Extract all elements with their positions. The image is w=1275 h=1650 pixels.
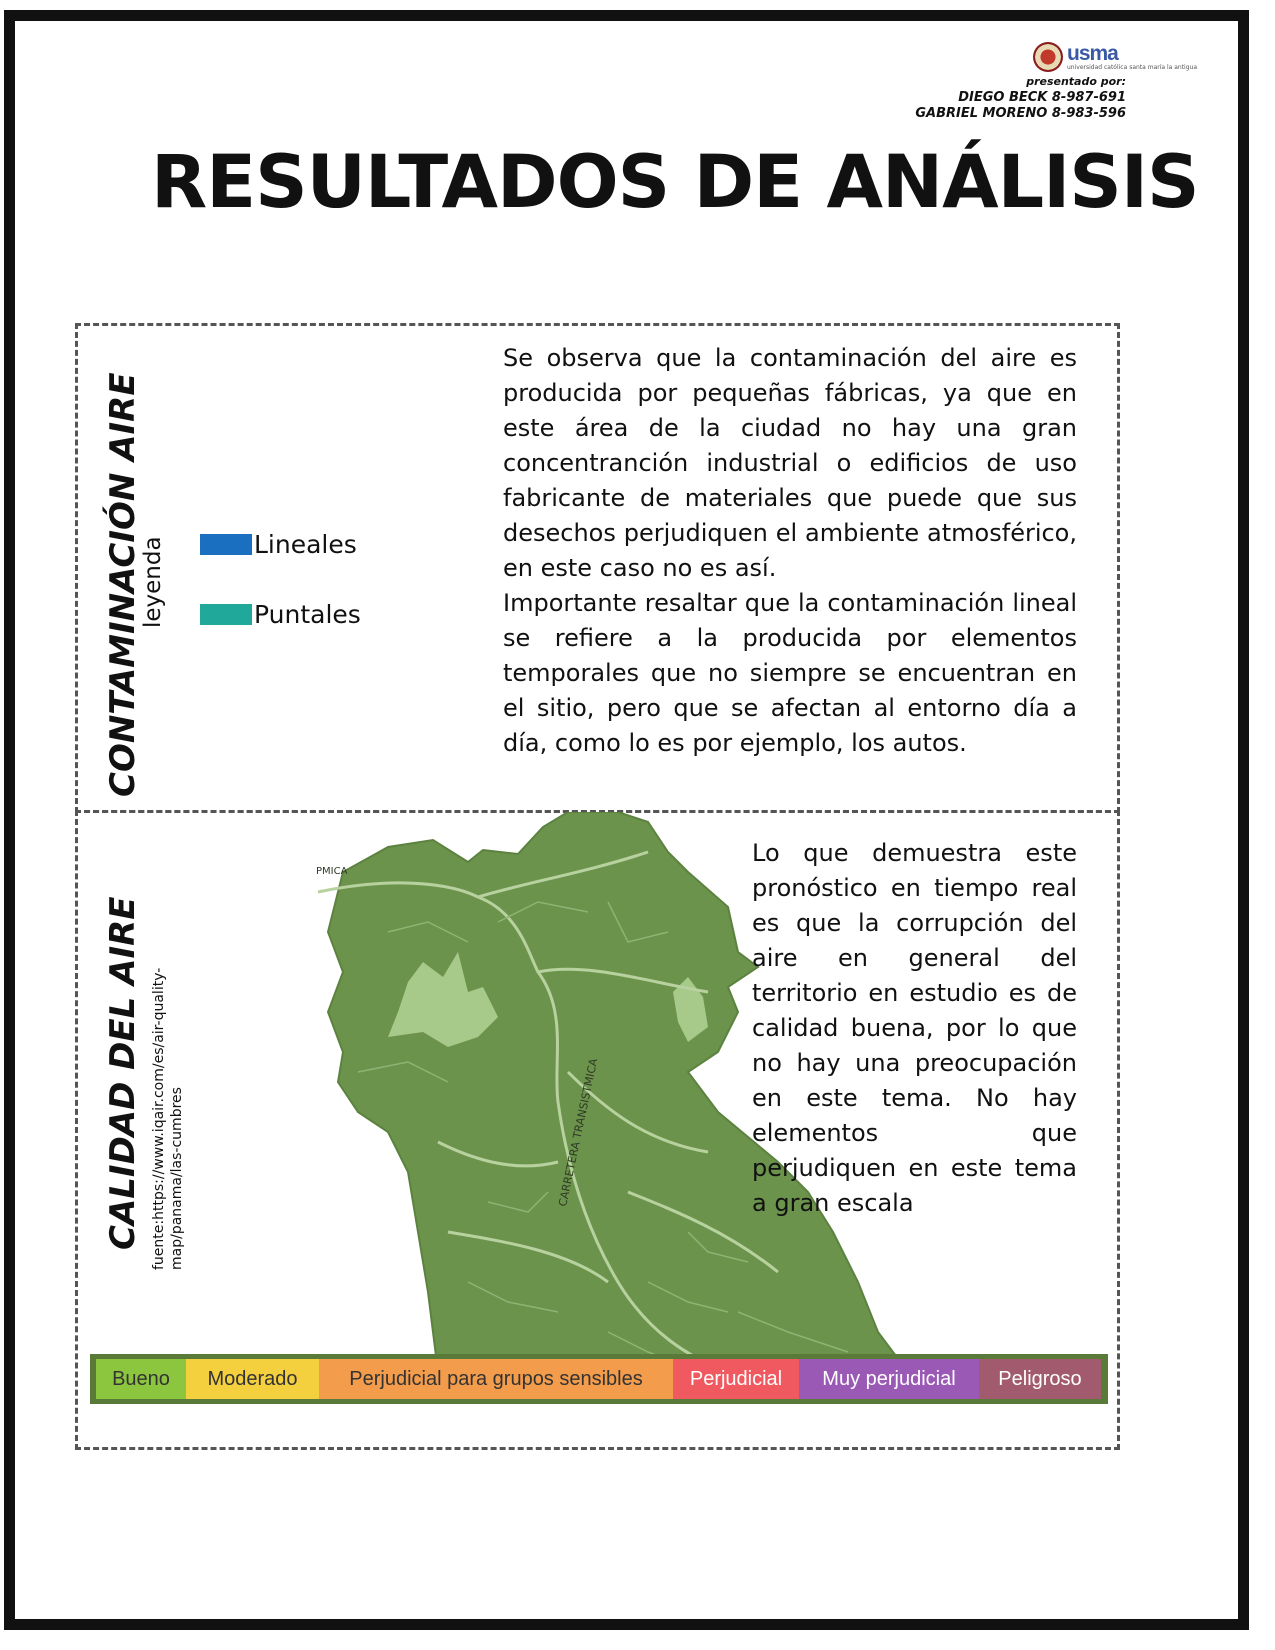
author-block [915,74,1126,122]
road-label: CARRETERA TRANSISTMICA [556,1057,601,1208]
legend-item-label: Puntales [254,600,361,629]
section2-heading: CALIDAD DEL AIRE [103,896,143,1250]
aqi-perjudicial: Perjudicial [673,1359,799,1399]
author-2: GABRIEL MORENO 8-983-596 [915,106,1126,121]
author-1: DIEGO BECK 8-987-691 [958,90,1126,105]
aqi-peligroso: Peligroso [979,1359,1101,1399]
presented-label: presentado por: [1026,75,1126,88]
legend-item-label: Lineales [254,530,357,559]
puntales-swatch [200,604,252,625]
page-title: RESULTADOS DE ANÁLISIS [151,140,1199,225]
legend-item-lineales [200,530,357,559]
logo-text: usma [1067,42,1118,65]
aqi-muy-perjudicial: Muy perjudicial [799,1359,979,1399]
legend-label: leyenda [140,536,166,628]
aqi-scale-bar [90,1354,1108,1404]
legend-item-puntales [200,600,361,629]
section2-paragraph: Lo que demuestra este pronóstico en tiempo real es que la corrupción del aire en general del territorio en estudio es de calidad buena, por lo que no hay una preocupación en este tema. No hay elementos que perjudiquen en este tema a gran escala [752,839,1077,1217]
aqi-moderado: Moderado [186,1359,319,1399]
aqi-perjudicial-sensibles: Perjudicial para grupos sensibles [319,1359,673,1399]
aqi-bueno: Bueno [96,1359,186,1399]
edge-road-label: PMICA [316,866,348,877]
section1-paragraph-2: Importante resaltar que la contaminación lineal se refiere a la producida por elementos temporales que no siempre se encuentran en el sitio, pero que se afectan al entorno día a día, como lo es por ejemplo, los autos. [503,589,1077,757]
logo-tagline: universidad católica santa maría la antigua [1067,64,1198,71]
section1-paragraph-1: Se observa que la contaminación del aire es producida por pequeñas fábricas, ya que en este área de la ciudad no hay una gran concentranción industrial o edificios de uso fabricante de materiales que puede que sus desechos perjudiquen el ambiente atmosférico, en este caso no es así. [503,344,1077,582]
section1-text [503,341,1077,761]
usma-logo [1033,42,1198,72]
section1-heading: CONTAMINACIÓN AIRE [103,372,143,797]
source-citation: fuente:https://www.iqair.com/es/air-quality-map/panama/las-cumbres [151,967,185,1270]
lineales-swatch [200,534,252,555]
university-seal-icon [1033,42,1063,72]
